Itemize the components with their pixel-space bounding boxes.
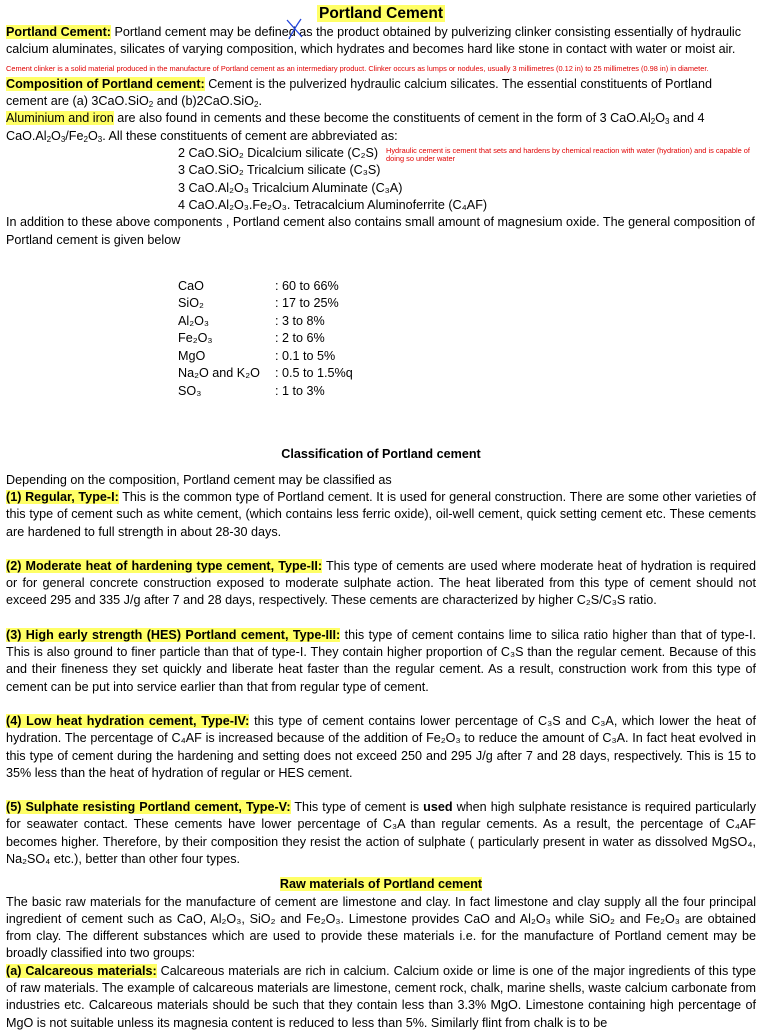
calcareous-label: (a) Calcareous materials: xyxy=(6,963,157,978)
type-label: (4) Low heat hydration cement, Type-IV: xyxy=(6,713,250,728)
formula-item: 2 CaO.SiO₂ Dicalcium silicate (C₂S) xyxy=(178,146,379,161)
type-label: (1) Regular, Type-I: xyxy=(6,489,119,504)
type-2-paragraph: (2) Moderate heat of hardening type cement, Type-II: This type of cements are used where moderate heat of hydration is required or for general concrete construction exposed to moderate sulphate action. The heat liberated from this type of cement should not exceed 295 and 335 J/g after 7 and 28 days, respectively. These cements are characterized by higher C₂S/C₃S ratio. xyxy=(6,558,756,608)
intro-paragraph: Portland Cement: Portland cement may be defined as the product obtained by pulverizing clinker consisting essentially of hydraulic calcium aluminates, silicates of varying composition, which hydrates and becomes hard like stone in contact with water or moist air. Cement clinker is a solid material produced in the manufacture of Portland cement as an intermediary product. Clinker occurs as lumps or nodules, usually 3 millimetres (0.12 in) to 25 millimetres (0.98 in) in diameter. xyxy=(6,25,742,73)
pen-mark-icon xyxy=(284,17,306,41)
type-1-paragraph: (1) Regular, Type-I: This is the common type of Portland cement. It is used for general construction. There are some other varieties of this type of cement such as white cement, (which contains less ferric oxide), oil-well cement, quick setting cement etc. These cements are hardened to full strength in about 28-30 days. xyxy=(6,489,756,539)
table-row: MgO : 0.1 to 5% xyxy=(178,348,336,363)
magnesium-paragraph: In addition to these above components , Portland cement also contains small amount of magnesium oxide. The general composition of Portland cement is given below xyxy=(6,215,755,247)
alumina-paragraph: Aluminium and iron are also found in cements and these become the constituents of cement in the form of 3 $CaO.Al_2O_3$ and 4 $CaO.Al_2O_3/Fe_2O_3$. All these constituents of cement are abbreviated as: xyxy=(6,111,705,144)
page-title: Portland Cement xyxy=(318,5,443,22)
table-row: Fe₂O₃ : 2 to 6% xyxy=(178,331,325,346)
type-4-paragraph: (4) Low heat hydration cement, Type-IV: this type of cement contains lower percentage of C₃S and C₃A, which lower the heat of hydration. The percentage of C₄AF is increased because of the addition of Fe₂O₃ to reduce the amount of C₃A. In fact heat evolved in this type of cement during the hardening and setting does not exceed 250 and 295 J/g after 7 and 28 days, respectively. This is 15 to 35% less than the heat of hydration of regular or HES cement. xyxy=(6,713,757,780)
formula-list xyxy=(178,145,756,214)
calcareous-paragraph: (a) Calcareous materials: Calcareous materials are rich in calcium. Calcium oxide or lime is one of the major ingredients of this type of raw materials. The example of calcareous materials are limestone, cement rock, chalk, marine shells, waste calcium carbonate from industries etc. Calcareous materials should be such that they contain less than 3.3% MgO. Limestone containing high percentage of MgO is not suitable unless its magnesia content is reduced to less than 5%. Similarly flint from chalk is to be xyxy=(6,963,756,1030)
composition-paragraph: Composition of Portland cement: Cement is the pulverized hydraulic calcium silicates. The essential constituents of Portland cement are (a) 3CaO.SiO$_2$ and (b)2CaO.SiO$_2$. xyxy=(6,76,712,110)
type-label: (2) Moderate heat of hardening type cement, Type-II: xyxy=(6,558,323,573)
table-row: Na₂O and K₂O : 0.5 to 1.5%q xyxy=(178,366,353,381)
table-row: Al₂O₃ : 3 to 8% xyxy=(178,313,325,328)
table-row: CaO : 60 to 66% xyxy=(178,278,339,293)
clinker-note: Cement clinker is a solid material produced in the manufacture of Portland cement as an intermediary product. Clinker occurs as lumps or nodules, usually 3 millimetres (0.12 in) to 25 millimetres (0.98 in) in diameter. xyxy=(6,63,709,73)
type-5-paragraph: (5) Sulphate resisting Portland cement, Type-V: This type of cement is used when high sulphate resistance is required particularly for seawater contact. These cements have lower percentage of C₃A than regular cements. As a result, the percentage of C₄AF becomes higher. Therefore, by their composition they resist the action of sulphate ( particularly present in water as dissolved MgSO₄, Na₂SO₄ etc.), better than other four types. xyxy=(6,800,757,866)
classification-heading: Classification of Portland cement xyxy=(281,447,481,462)
type-label: (3) High early strength (HES) Portland cement, Type-III: xyxy=(6,627,341,642)
composition-table xyxy=(178,278,353,401)
raw-materials-paragraph: The basic raw materials for the manufacture of cement are limestone and clay. In fact limestone and clay supply all the four principal ingredient of cement such as CaO, Al₂O₃, SiO₂ and Fe₂O₃. Limestone provides CaO and Al₂O₃ while SiO₂ and Fe₂O₃ are obtained from clay. The different substances which are used to provide these materials i.e. for the manufacture of Portland cement may be broadly classified into two groups: xyxy=(6,894,756,961)
table-row: SO₃ : 1 to 3% xyxy=(178,383,325,398)
hydraulic-note: Hydraulic cement is cement that sets and hardens by chemical reaction with water (hydration) and is capable of doing so under water xyxy=(386,146,750,164)
composition-label: Composition of Portland cement: xyxy=(6,76,205,91)
alumina-label: Aluminium and iron xyxy=(6,111,114,126)
document-page xyxy=(6,4,756,1032)
formula-item: 4 CaO.Al₂O₃.Fe₂O₃. Tetracalcium Aluminoferrite (C₄AF) xyxy=(178,197,488,212)
formula-item: 3 CaO.SiO₂ Tricalcium silicate (C₃S) xyxy=(178,163,381,178)
type-3-paragraph: (3) High early strength (HES) Portland cement, Type-III: this type of cement contains lime to silica ratio higher than that of type-I. This is also ground to finer particle than that of type-I. They contain higher proportion of C₃S than the regular cement. Because of this and their fineness they set quickly and liberate heat faster than the regular cement. As a result, construction work from this type of cement can be put into service earlier than that from regular type of cement. xyxy=(6,627,756,694)
table-row: SiO₂ : 17 to 25% xyxy=(178,296,339,311)
type-label: (5) Sulphate resisting Portland cement, Type-V: xyxy=(6,800,291,815)
classification-intro: Depending on the composition, Portland cement may be classified as xyxy=(6,472,392,487)
intro-label: Portland Cement: xyxy=(6,25,111,39)
formula-item: 3 CaO.Al₂O₃ Tricalcium Aluminate (C₃A) xyxy=(178,180,403,195)
raw-materials-heading: Raw materials of Portland cement xyxy=(279,877,483,892)
